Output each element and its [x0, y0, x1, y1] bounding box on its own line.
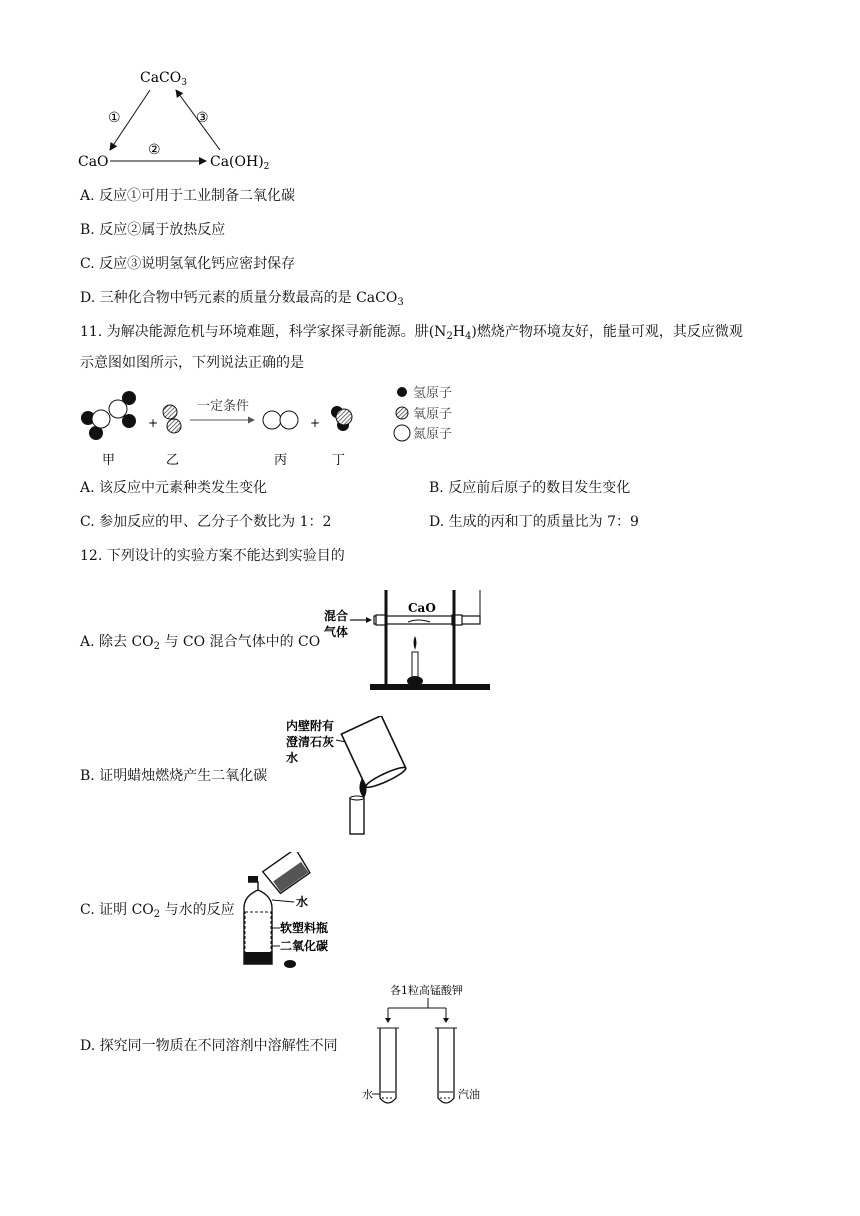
- fig-c-label-water: 水: [296, 895, 309, 909]
- q11-option-c: C. 参加反应的甲、乙分子个数比为 1：2: [80, 514, 332, 530]
- cycle-top-caco3: CaCO$_3$: [140, 70, 187, 88]
- q10-option-a: A. 反应①可用于工业制备二氧化碳: [80, 188, 296, 204]
- q11-stem-line2: 示意图如图所示，下列说法正确的是: [80, 355, 304, 371]
- q11-reaction-diagram: [70, 380, 490, 472]
- plus-1: +: [148, 416, 159, 430]
- q11-option-d: D. 生成的丙和丁的质量比为 7：9: [429, 514, 639, 530]
- q12-figure-c-bottle: [236, 852, 366, 972]
- legend-hydrogen: 氢原子: [413, 386, 453, 401]
- fig-a-label-1: 混合: [324, 609, 349, 623]
- fig-b-label-1: 内壁附有: [286, 719, 335, 733]
- q12-option-c: C. 证明 $CO_2$ 与水的反应: [80, 902, 235, 920]
- label-1: ①: [108, 110, 121, 126]
- cycle-diagram: [70, 62, 290, 180]
- label-2: ②: [148, 142, 161, 158]
- fig-a-label-2: 气体: [324, 625, 349, 639]
- cycle-left-cao: CaO: [78, 154, 109, 170]
- q12-option-d: D. 探究同一物质在不同溶剂中溶解性不同: [80, 1038, 338, 1054]
- fig-d-right-label: 汽油: [458, 1088, 480, 1101]
- q12-stem: 12. 下列设计的实验方案不能达到实验目的: [80, 548, 345, 564]
- label-jia: 甲: [102, 453, 116, 468]
- label-bing: 丙: [274, 453, 288, 468]
- q12-figure-a-apparatus: [322, 584, 492, 694]
- arrow-condition: 一定条件: [197, 399, 250, 414]
- cycle-right-caoh2: $Ca(OH)_2$: [210, 154, 270, 172]
- legend: [394, 386, 452, 442]
- plus-2: +: [310, 416, 321, 430]
- q10-option-b: B. 反应②属于放热反应: [80, 222, 226, 238]
- molecule-yi: [163, 405, 181, 433]
- fig-d-left-label: 水: [362, 1088, 373, 1101]
- fig-c-label-co2: 二氧化碳: [280, 939, 329, 953]
- q11-stem-line1: 11. 为解决能源危机与环境难题，科学家探寻新能源。肼$(N_2H_4)$燃烧产物环境友好，能量可观，其反应微观: [80, 324, 743, 342]
- q12-figure-b-candle: [284, 716, 444, 836]
- fig-d-top-label: 各1粒高锰酸钾: [390, 984, 463, 997]
- legend-oxygen: 氧原子: [413, 407, 453, 422]
- label-yi: 乙: [166, 453, 180, 468]
- molecule-ding: [331, 406, 352, 431]
- q10-option-c: C. 反应③说明氢氧化钙应密封保存: [80, 256, 296, 272]
- fig-b-label-2: 澄清石灰: [286, 735, 335, 749]
- q12-option-b: B. 证明蜡烛燃烧产生二氧化碳: [80, 768, 268, 784]
- label-ding: 丁: [332, 453, 346, 468]
- q11-option-b: B. 反应前后原子的数目发生变化: [429, 480, 631, 496]
- q11-option-a: A. 该反应中元素种类发生变化: [80, 480, 268, 496]
- molecule-bing: [263, 411, 298, 429]
- fig-b-label-3: 水: [286, 751, 299, 765]
- q12-option-a: A. 除去 $CO_2$ 与 CO 混合气体中的 CO: [80, 634, 321, 652]
- q10-option-d: D. 三种化合物中钙元素的质量分数最高的是 CaCO$_3$: [80, 290, 404, 308]
- fig-c-label-bottle: 软塑料瓶: [280, 921, 329, 935]
- q12-figure-d-test-tubes: [360, 980, 500, 1110]
- legend-nitrogen: 氮原子: [413, 427, 453, 442]
- fig-a-cao-label: CaO: [408, 601, 436, 615]
- label-3: ③: [196, 110, 209, 126]
- molecule-jia: [81, 391, 136, 440]
